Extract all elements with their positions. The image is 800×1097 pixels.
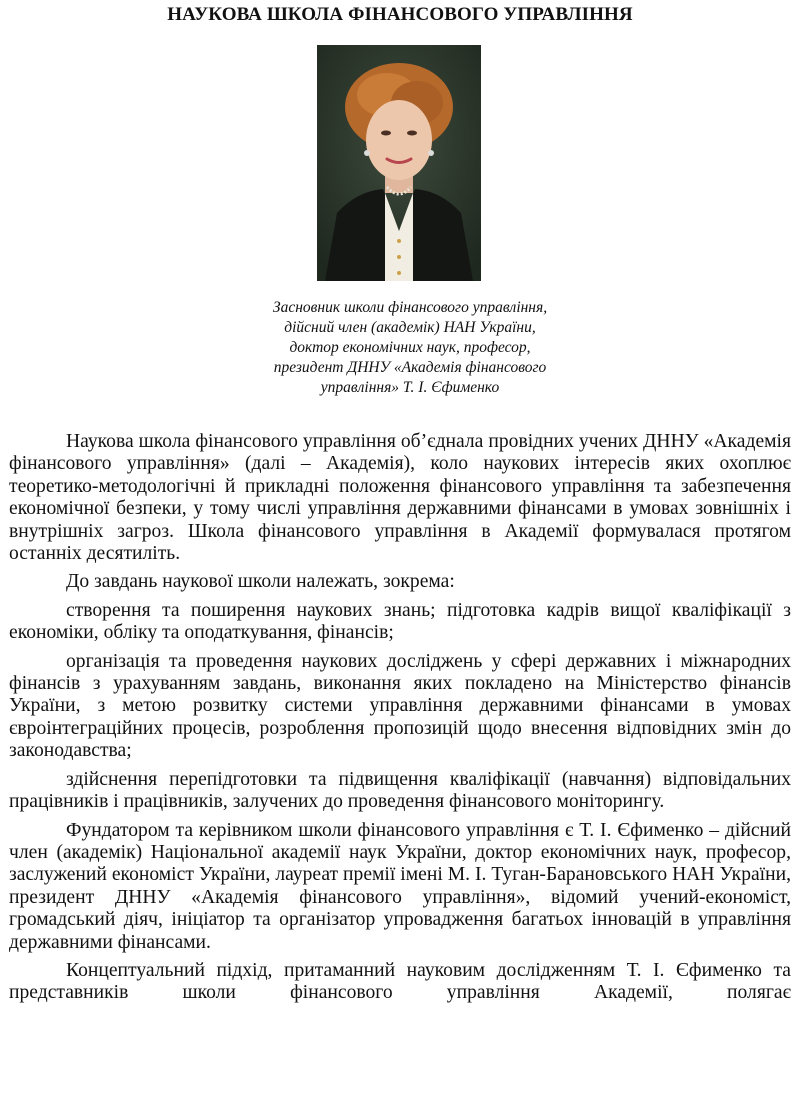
paragraph: організація та проведення наукових досліджень у сфері державних і міжнародних фінансів з урахуванням завдань, виконання яких покладено на Міністерство фінансів України, з метою розвитку системи управління державними фінансами в умовах євроінтеграційних процесів, розроблення пропозицій щодо внесення відповідних змін до законодавства; [9, 650, 791, 762]
paragraph: До завдань наукової школи належать, зокрема: [66, 571, 455, 593]
caption-line: Засновник школи фінансового управління, [272, 299, 548, 316]
caption-line: дійсний член (академік) НАН України, [284, 319, 536, 336]
paragraph: Концептуальний підхід, притаманний науковим дослідженням Т. І. Єфименко та представників школи фінансового управління Академії, полягає [9, 959, 791, 1004]
caption-line: президент ДННУ «Академія фінансового [273, 359, 547, 376]
paragraph: створення та поширення наукових знань; підготовка кадрів вищої кваліфікації з економіки, обліку та оподаткування, фінансів; [9, 599, 791, 644]
paragraph: Фундатором та керівником школи фінансового управління є Т. І. Єфименко – дійсний член (академік) Національної академії наук України, доктор економічних наук, професор, заслужений економіст України, лауреат премії імені М. І. Туган-Барановського НАН України, президент ДННУ «Академія фінансового управління», відомий учений-економіст, громадський діяч, ініціатор та організатор упровадження багатьох інновацій в управління державними фінансами. [9, 819, 791, 953]
caption-line: доктор економічних наук, професор, [289, 339, 531, 356]
paragraph: Наукова школа фінансового управління об’єднала провідних учених ДННУ «Академія фінансового управління» (далі – Академія), коло наукових інтересів яких охоплює теоретико-методологічні й прикладні положення фінансового управління та забезпечення економічної безпеки, у тому числі управління державними фінансами в умовах зовнішніх і внутрішніх загроз. Школа фінансового управління в Академії формувалася протягом останніх десятиліть. [9, 431, 791, 565]
photo-caption [200, 298, 620, 398]
founder-portrait [317, 45, 481, 281]
page-title: НАУКОВА ШКОЛА ФІНАНСОВОГО УПРАВЛІННЯ [167, 4, 633, 25]
caption-line: управління» Т. І. Єфименко [320, 379, 500, 396]
paragraph: здійснення перепідготовки та підвищення кваліфікації (навчання) відповідальних працівників і працівників, залучених до проведення фінансового моніторингу. [9, 768, 791, 813]
body-text [9, 431, 791, 1005]
